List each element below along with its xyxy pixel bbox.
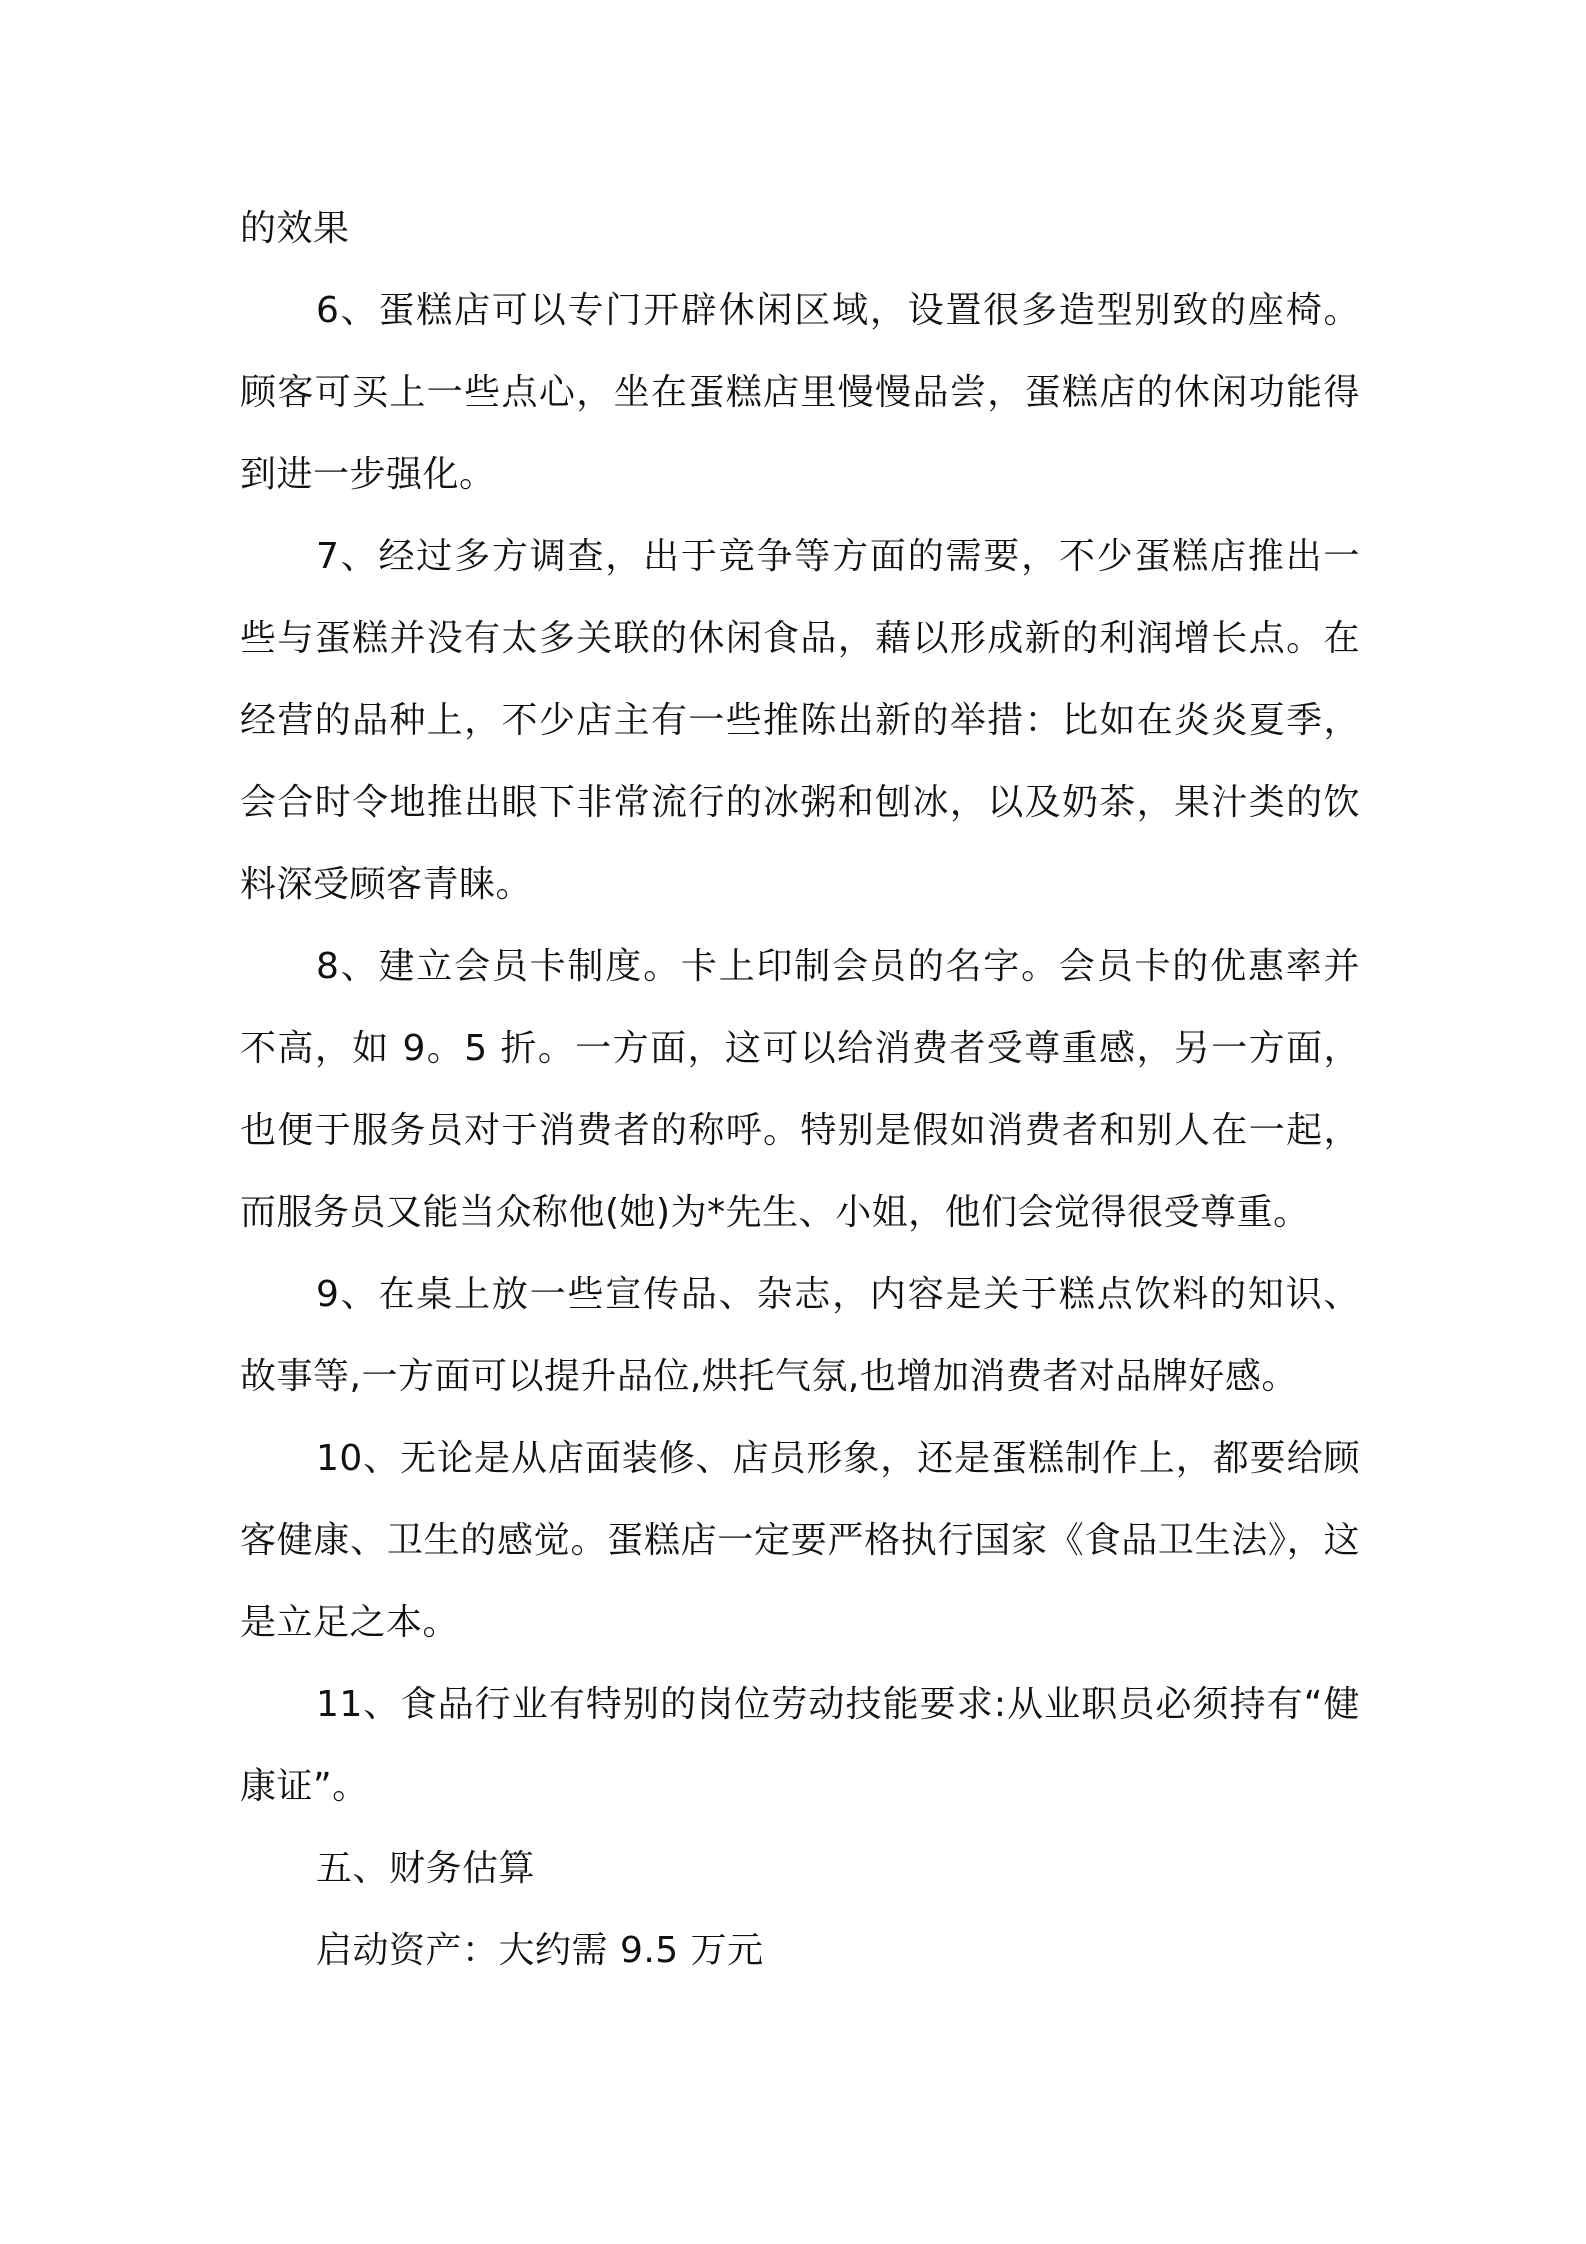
paragraph-item-11: 11、食品行业有特别的岗位劳动技能要求:从业职员必须持有“健康证”。 bbox=[240, 1684, 1360, 1807]
paragraph-startup-capital: 启动资产：大约需 9.5 万元 bbox=[316, 1930, 764, 1971]
paragraph-item-7: 7、经过多方调查，出于竞争等方面的需要，不少蛋糕店推出一些与蛋糕并没有太多关联的休闲食品，藉以形成新的利润增长点。在经营的品种上，不少店主有一些推陈出新的举措：比如在炎炎夏季，会合时令地推出眼下非常流行的冰粥和刨冰，以及奶茶，果汁类的饮料深受顾客青睐。 bbox=[240, 536, 1360, 905]
section-heading-finance: 五、财务估算 bbox=[316, 1848, 536, 1889]
paragraph-item-6: 6、蛋糕店可以专门开辟休闲区域，设置很多造型别致的座椅。顾客可买上一些点心，坐在蛋糕店里慢慢品尝，蛋糕店的休闲功能得到进一步强化。 bbox=[240, 290, 1360, 495]
document-body bbox=[240, 188, 1360, 1992]
paragraph-continuation: 的效果 bbox=[240, 208, 350, 249]
paragraph-item-9: 9、在桌上放一些宣传品、杂志，内容是关于糕点饮料的知识、故事等,一方面可以提升品位,烘托气氛,也增加消费者对品牌好感。 bbox=[240, 1274, 1360, 1397]
paragraph-item-10: 10、无论是从店面装修、店员形象，还是蛋糕制作上，都要给顾客健康、卫生的感觉。蛋糕店一定要严格执行国家《食品卫生法》，这是立足之本。 bbox=[240, 1438, 1360, 1643]
paragraph-item-8: 8、建立会员卡制度。卡上印制会员的名字。会员卡的优惠率并不高，如 9。5 折。一方面，这可以给消费者受尊重感，另一方面，也便于服务员对于消费者的称呼。特别是假如消费者和别人在一起，而服务员又能当众称他(她)为*先生、小姐，他们会觉得很受尊重。 bbox=[240, 946, 1360, 1233]
